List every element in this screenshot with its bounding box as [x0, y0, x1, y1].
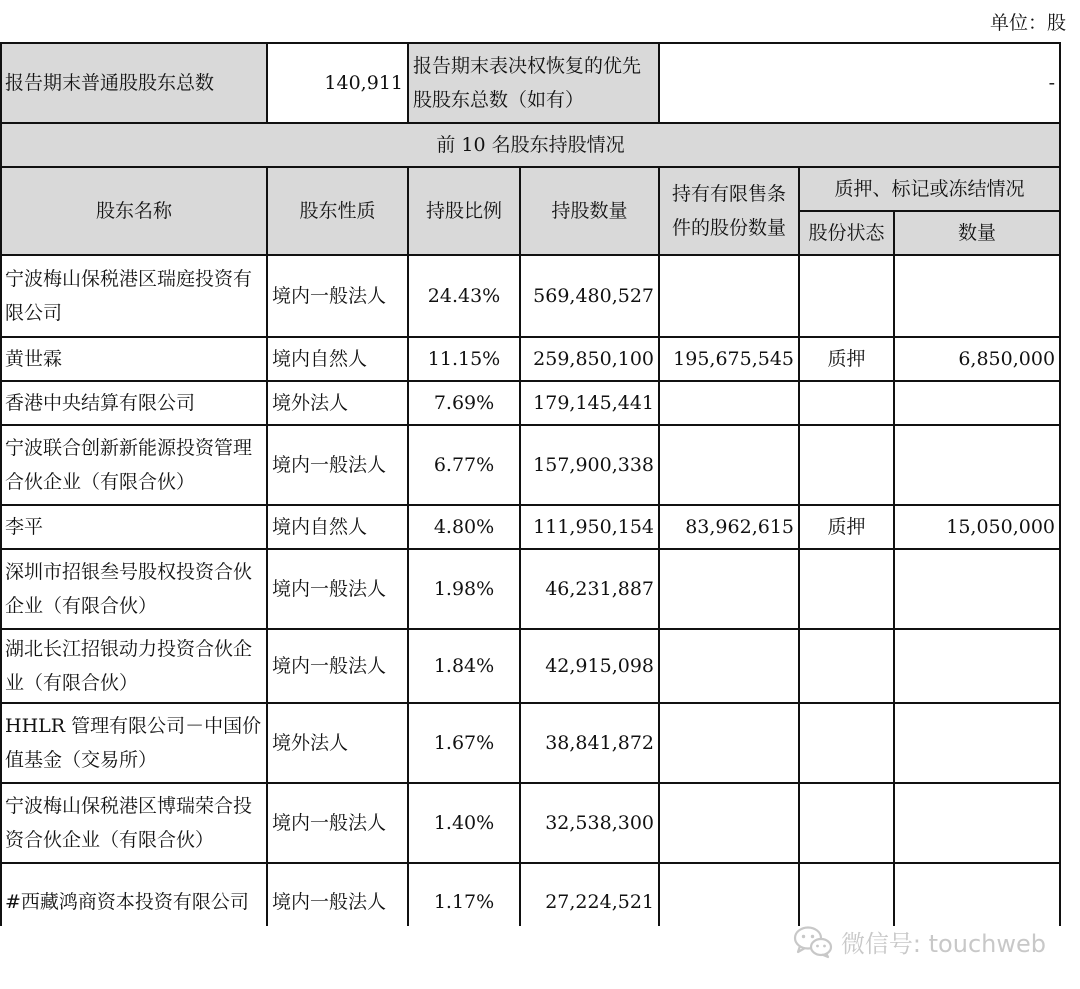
cell-status — [799, 425, 894, 505]
header-ratio: 持股比例 — [408, 167, 520, 255]
header-pledge-quantity: 数量 — [894, 211, 1060, 255]
cell-pledged — [894, 783, 1060, 863]
cell-nature: 境内一般法人 — [267, 783, 408, 863]
cell-status — [799, 703, 894, 783]
cell-ratio: 1.17% — [408, 863, 520, 941]
cell-status: 质押 — [799, 505, 894, 549]
table-row — [1, 425, 1060, 505]
total-holders-label: 报告期末普通股股东总数 — [1, 43, 267, 123]
header-row — [1, 167, 1060, 211]
cell-restricted: 83,962,615 — [659, 505, 799, 549]
cell-name: 宁波梅山保税港区博瑞荣合投资合伙企业（有限合伙） — [1, 783, 267, 863]
cell-ratio: 1.67% — [408, 703, 520, 783]
cell-nature: 境内一般法人 — [267, 255, 408, 337]
cell-ratio: 11.15% — [408, 337, 520, 381]
cell-pledged — [894, 703, 1060, 783]
cell-nature: 境内一般法人 — [267, 629, 408, 703]
cell-name: 李平 — [1, 505, 267, 549]
cell-status — [799, 255, 894, 337]
cell-ratio: 1.84% — [408, 629, 520, 703]
cell-nature: 境内一般法人 — [267, 425, 408, 505]
cell-restricted — [659, 703, 799, 783]
header-pledge-group: 质押、标记或冻结情况 — [799, 167, 1060, 211]
cell-restricted — [659, 255, 799, 337]
total-holders-value: 140,911 — [267, 43, 408, 123]
cell-name: 宁波联合创新新能源投资管理合伙企业（有限合伙） — [1, 425, 267, 505]
cell-restricted — [659, 629, 799, 703]
cell-status: 质押 — [799, 337, 894, 381]
preferred-holders-label: 报告期末表决权恢复的优先股股东总数（如有） — [408, 43, 659, 123]
cell-pledged — [894, 381, 1060, 425]
cell-quantity: 259,850,100 — [520, 337, 659, 381]
cell-quantity: 32,538,300 — [520, 783, 659, 863]
cell-name: 深圳市招银叁号股权投资合伙企业（有限合伙） — [1, 549, 267, 629]
cell-pledged: 6,850,000 — [894, 337, 1060, 381]
cell-nature: 境外法人 — [267, 381, 408, 425]
cell-restricted: 195,675,545 — [659, 337, 799, 381]
table-row — [1, 505, 1060, 549]
cell-nature: 境内自然人 — [267, 505, 408, 549]
section-title: 前 10 名股东持股情况 — [1, 123, 1060, 167]
shareholders-table — [0, 42, 1061, 978]
cell-pledged — [894, 549, 1060, 629]
cell-quantity: 157,900,338 — [520, 425, 659, 505]
header-pledge-status: 股份状态 — [799, 211, 894, 255]
summary-row — [1, 43, 1060, 123]
cell-pledged: 15,050,000 — [894, 505, 1060, 549]
cell-pledged — [894, 255, 1060, 337]
cell-name: #西藏鸿商资本投资有限公司 — [1, 863, 267, 941]
table-row — [1, 549, 1060, 629]
cell-name: 湖北长江招银动力投资合伙企业（有限合伙） — [1, 629, 267, 703]
cell-restricted — [659, 783, 799, 863]
cell-ratio: 4.80% — [408, 505, 520, 549]
cell-status — [799, 629, 894, 703]
cell-quantity: 46,231,887 — [520, 549, 659, 629]
watermark-text: 微信号: touchweb — [840, 930, 1046, 958]
cell-name: HHLR 管理有限公司－中国价值基金（交易所） — [1, 703, 267, 783]
cell-pledged — [894, 629, 1060, 703]
cell-name: 黄世霖 — [1, 337, 267, 381]
cell-ratio: 24.43% — [408, 255, 520, 337]
cell-restricted — [659, 549, 799, 629]
cell-ratio: 7.69% — [408, 381, 520, 425]
unit-label: 单位：股 — [989, 12, 1066, 34]
cell-name: 香港中央结算有限公司 — [1, 381, 267, 425]
cell-ratio: 1.98% — [408, 549, 520, 629]
table-row — [1, 703, 1060, 783]
preferred-holders-value: - — [659, 43, 1060, 123]
cell-quantity: 27,224,521 — [520, 863, 659, 941]
cell-quantity: 38,841,872 — [520, 703, 659, 783]
cell-nature: 境内一般法人 — [267, 549, 408, 629]
cell-nature: 境外法人 — [267, 703, 408, 783]
cell-ratio: 1.40% — [408, 783, 520, 863]
cell-name: 宁波梅山保税港区瑞庭投资有限公司 — [1, 255, 267, 337]
header-restricted: 持有有限售条件的股份数量 — [659, 167, 799, 255]
table-row — [1, 255, 1060, 337]
cell-nature: 境内自然人 — [267, 337, 408, 381]
section-title-row — [1, 123, 1060, 167]
header-quantity: 持股数量 — [520, 167, 659, 255]
cell-restricted — [659, 425, 799, 505]
table-row — [1, 337, 1060, 381]
cell-quantity: 42,915,098 — [520, 629, 659, 703]
cell-nature: 境内一般法人 — [267, 863, 408, 941]
cell-quantity: 569,480,527 — [520, 255, 659, 337]
cell-status — [799, 549, 894, 629]
cell-restricted — [659, 381, 799, 425]
cell-ratio: 6.77% — [408, 425, 520, 505]
cell-pledged — [894, 425, 1060, 505]
cell-quantity: 179,145,441 — [520, 381, 659, 425]
table-row — [1, 381, 1060, 425]
header-name: 股东名称 — [1, 167, 267, 255]
cell-quantity: 111,950,154 — [520, 505, 659, 549]
header-nature: 股东性质 — [267, 167, 408, 255]
cell-status — [799, 381, 894, 425]
wechat-icon — [793, 925, 833, 959]
watermark — [793, 924, 1046, 959]
table-row — [1, 629, 1060, 703]
table-row — [1, 783, 1060, 863]
cell-status — [799, 783, 894, 863]
